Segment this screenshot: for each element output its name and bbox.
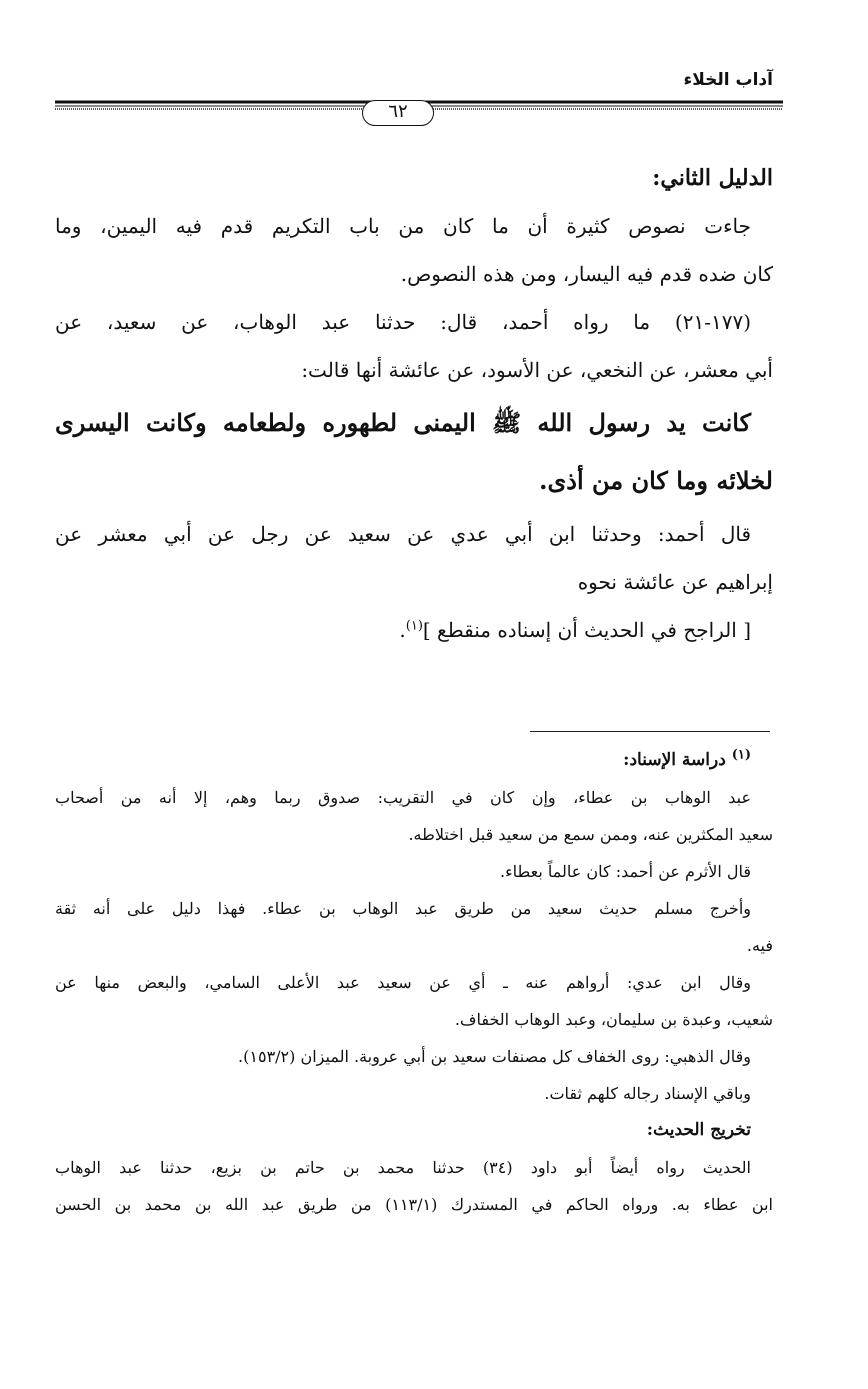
footnote-ref[interactable]: (١) bbox=[405, 618, 423, 634]
footnote-line: وقال الذهبي: روى الخفاف كل مصنفات سعيد بن أبي عروبة. الميزان (١٥٣/٢). bbox=[238, 1047, 751, 1066]
text-line: جاءت نصوص كثيرة أن ما كان من باب التكريم قدم فيه اليمين، وما bbox=[55, 214, 751, 238]
verdict-line bbox=[55, 606, 773, 654]
footnote-line: الحديث رواه أيضاً أبو داود (٣٤) حدثنا محمد بن حاتم بن بزيع، حدثنا عبد الوهاب bbox=[55, 1158, 751, 1177]
running-title: آداب الخلاء bbox=[683, 70, 773, 90]
footnote-separator bbox=[530, 731, 770, 732]
text-line: (١٧٧-٢١) ما رواه أحمد، قال: حدثنا عبد الوهاب، عن سعيد، عن bbox=[55, 310, 751, 334]
takhrij-title: تخريج الحديث: bbox=[646, 1120, 751, 1140]
text-line: أبي معشر، عن النخعي، عن الأسود، عن عائشة أنها قالت: bbox=[301, 358, 773, 382]
footnote-line: وأخرج مسلم حديث سعيد من طريق عبد الوهاب بن عطاء. فهذا دليل على أنه ثقة bbox=[55, 899, 751, 918]
footnote-line: شعيب، وعبدة بن سليمان، وعبد الوهاب الخفاف. bbox=[454, 1010, 773, 1029]
footnote-line: وباقي الإسناد رجاله كلهم ثقات. bbox=[544, 1084, 751, 1103]
footnote-title: دراسة الإسناد: bbox=[623, 750, 726, 770]
footnote-line: فيه. bbox=[746, 936, 773, 955]
main-text bbox=[55, 150, 773, 654]
text-line: قال أحمد: وحدثنا ابن أبي عدي عن سعيد عن رجل عن أبي معشر عن bbox=[55, 522, 751, 546]
section-heading: الدليل الثاني: bbox=[652, 165, 773, 191]
footnote-line: سعيد المكثرين عنه، وممن سمع من سعيد قبل اختلاطه. bbox=[408, 825, 773, 844]
hadith-text-line: لخلائه وما كان من أذى. bbox=[539, 466, 773, 495]
text-line: كان ضده قدم فيه اليسار، ومن هذه النصوص. bbox=[400, 262, 773, 286]
footnote-line: ابن عطاء به. ورواه الحاكم في المستدرك (١١٣/١) من طريق عبد الله بن محمد بن الحسن bbox=[55, 1195, 773, 1214]
footnote-marker: (١) bbox=[731, 747, 751, 763]
footnote-line: قال الأثرم عن أحمد: كان عالماً بعطاء. bbox=[500, 862, 751, 881]
footnote-line: وقال ابن عدي: أرواهم عنه ـ أي عن سعيد عبد الأعلى السامي، والبعض منها عن bbox=[55, 973, 751, 992]
verdict-end: . bbox=[399, 618, 406, 642]
footnotes bbox=[55, 742, 773, 1223]
footnote-line: عبد الوهاب بن عطاء، وإن كان في التقريب: صدوق ربما وهم، إلا أنه من أصحاب bbox=[55, 788, 751, 807]
text-line: إبراهيم عن عائشة نحوه bbox=[577, 570, 773, 594]
page-number: ٦٢ bbox=[362, 100, 434, 126]
hadith-text-line: كانت يد رسول الله ﷺ اليمنى لطهوره ولطعامه وكانت اليسرى bbox=[55, 408, 751, 437]
footnote-title-line bbox=[55, 742, 773, 779]
verdict-text: [ الراجح في الحديث أن إسناده منقطع ] bbox=[422, 618, 751, 642]
